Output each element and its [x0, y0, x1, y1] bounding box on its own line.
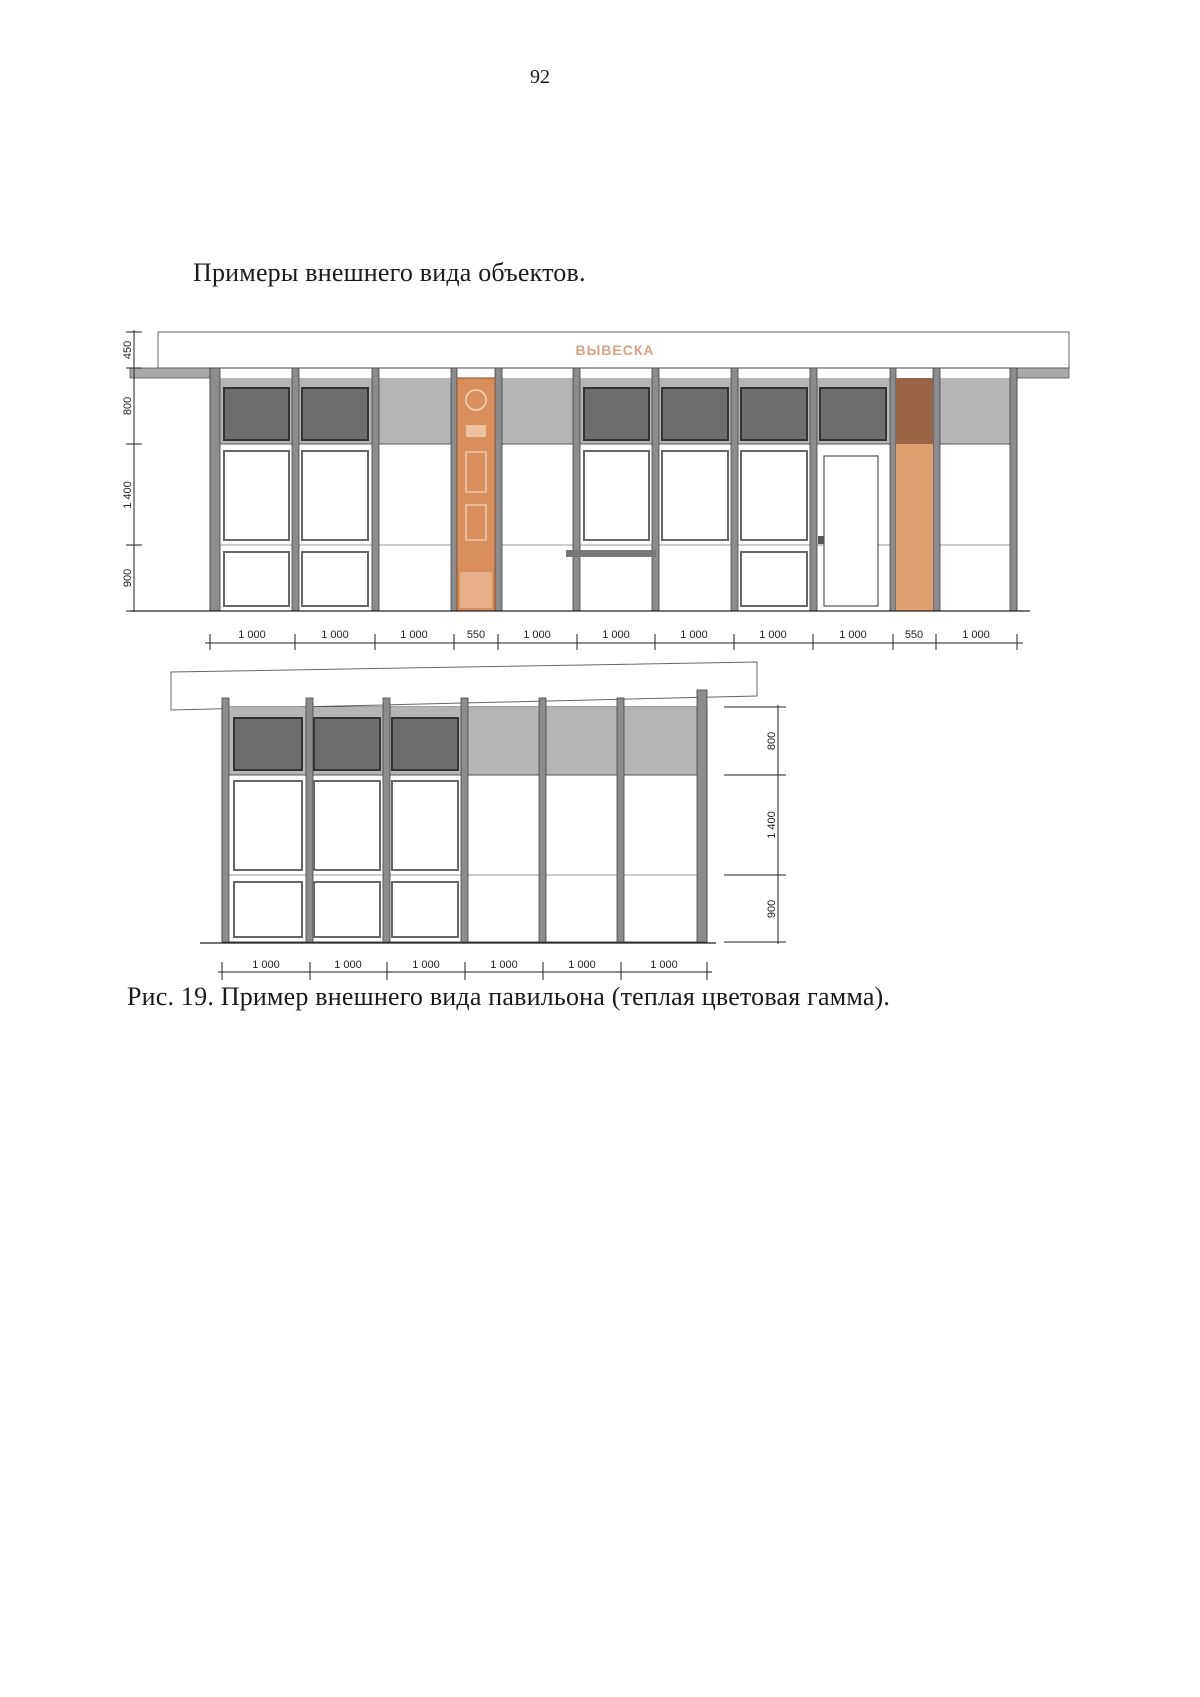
dim-label: 1 000: [650, 959, 678, 971]
dim-label: 1 000: [252, 959, 280, 971]
dim-label: 1 000: [839, 629, 867, 641]
dim-label: 550: [904, 629, 924, 641]
dim-1400: 1 400: [766, 811, 778, 839]
dim-label: 1 000: [412, 959, 440, 971]
counter-shelf: [566, 550, 656, 557]
section-heading: Примеры внешнего вида объектов.: [193, 258, 586, 287]
dim-label: 1 000: [602, 629, 630, 641]
dim-label: 1 000: [238, 629, 266, 641]
dim-800: 800: [766, 731, 778, 751]
dark-transom-windows: [234, 718, 458, 770]
dim-label: 1 000: [334, 959, 362, 971]
dim-label: 1 000: [680, 629, 708, 641]
dim-1400: 1 400: [122, 481, 134, 509]
dim-label: 1 000: [568, 959, 596, 971]
brown-panel: [896, 378, 933, 444]
horizontal-dimension-line: [218, 962, 712, 980]
entrance-door: [824, 456, 878, 606]
dim-800: 800: [122, 396, 134, 416]
dim-900: 900: [766, 899, 778, 919]
side-facade: [171, 662, 786, 980]
dim-label: 1 000: [400, 629, 428, 641]
dim-450: 450: [122, 340, 134, 360]
page-number: 92: [530, 66, 550, 88]
glazing-panels: [234, 781, 458, 937]
ornament-pattern: [460, 572, 492, 608]
top-facade: [122, 330, 1069, 650]
dim-label: 1 000: [759, 629, 787, 641]
dim-label: 1 000: [523, 629, 551, 641]
dim-label: 1 000: [962, 629, 990, 641]
dim-900: 900: [122, 568, 134, 588]
dim-label: 550: [466, 629, 486, 641]
dim-label: 1 000: [321, 629, 349, 641]
figure-caption: Рис. 19. Пример внешнего вида павильона (теплая цветовая гамма).: [127, 982, 891, 1011]
dim-label: 1 000: [490, 959, 518, 971]
door-handle: [818, 536, 824, 544]
sign-label: ВЫВЕСКА: [575, 342, 655, 358]
orange-panel: [896, 444, 933, 611]
